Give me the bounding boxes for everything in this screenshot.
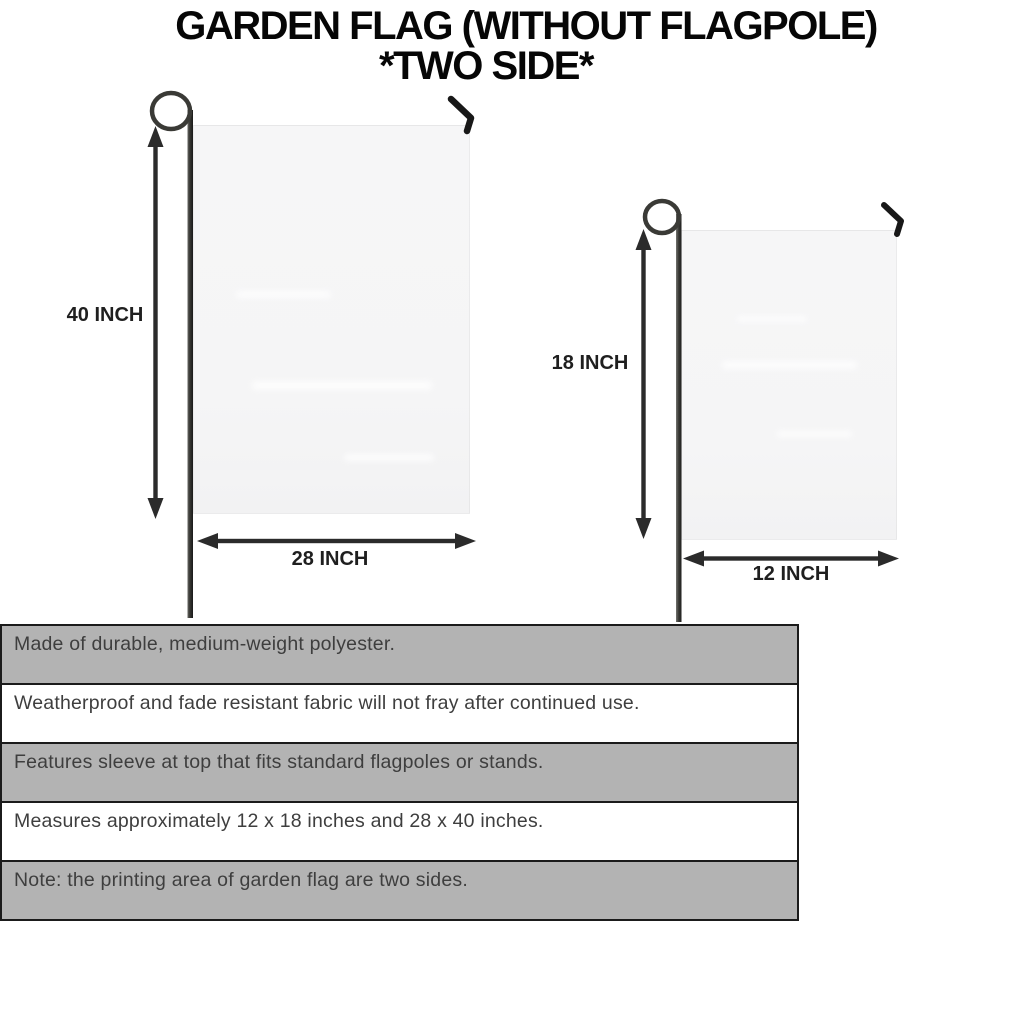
feature-row-sleeve: Features sleeve at top that fits standard flagpoles or stands. bbox=[2, 742, 797, 801]
small-flag-height-arrow bbox=[636, 229, 652, 539]
large-flag-width-label: 28 INCH bbox=[291, 548, 369, 570]
title-line-2: *TWO SIDE* bbox=[379, 44, 593, 88]
large-flag-hook-icon bbox=[451, 99, 471, 131]
small-flag-width-label: 12 INCH bbox=[752, 563, 830, 585]
feature-row-note: Note: the printing area of garden flag are two sides. bbox=[2, 860, 797, 919]
feature-row-measures: Measures approximately 12 x 18 inches and 28 x 40 inches. bbox=[2, 801, 797, 860]
feature-row-material: Made of durable, medium-weight polyester. bbox=[2, 626, 797, 683]
small-flagpole bbox=[645, 201, 682, 622]
large-flag-width-arrow bbox=[197, 533, 476, 549]
title-line-1: GARDEN FLAG (WITHOUT FLAGPOLE) bbox=[175, 4, 877, 48]
large-flagpole bbox=[152, 93, 193, 618]
small-flag-height-label: 18 INCH bbox=[551, 352, 629, 374]
feature-row-weatherproof: Weatherproof and fade resistant fabric will not fray after continued use. bbox=[2, 683, 797, 742]
large-flag-height-label: 40 INCH bbox=[66, 304, 144, 326]
large-flagpole-loop bbox=[152, 93, 190, 129]
small-flag-hook-icon bbox=[884, 205, 901, 234]
small-flagpole-loop bbox=[645, 201, 679, 233]
features-table bbox=[0, 624, 799, 921]
